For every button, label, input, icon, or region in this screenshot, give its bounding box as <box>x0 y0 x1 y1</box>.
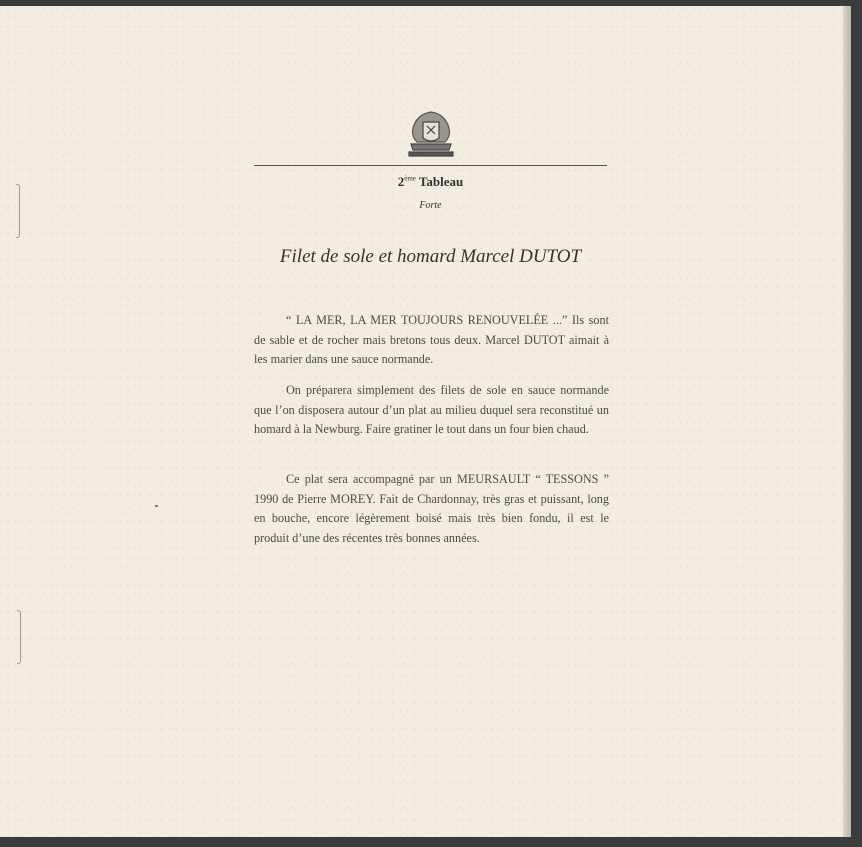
tableau-heading: 2ème Tableau <box>397 174 464 189</box>
tempo-label: Forte <box>419 200 442 211</box>
paragraph-preparation: On préparera simplement des filets de sole en sauce normande que l’on disposera autour d’un plat au milieu duquel sera reconstitué un homard à la Newburg. Faire gratiner le tout dans un four bien chaud. <box>254 383 609 437</box>
page-title: Filet de sole et homard Marcel DUTOT <box>279 246 582 267</box>
header-rule <box>254 165 607 166</box>
binding-staple-bottom <box>17 610 21 664</box>
paragraph-intro: “ LA MER, LA MER TOUJOURS RENOUVELÉE ...” Ils sont de sable et de rocher mais bretons tous deux. Marcel DUTOT aimait à les marier dans une sauce normande. <box>254 313 609 367</box>
page-edge <box>843 6 851 837</box>
coat-of-arms-icon <box>405 108 457 160</box>
paper-speck <box>155 505 158 507</box>
binding-staple-top <box>16 184 20 238</box>
paragraph-wine: Ce plat sera accompagné par un MEURSAULT “ TESSONS ” 1990 de Pierre MOREY. Fait de Chardonnay, très gras et puissant, long en bouche, encore légèrement boisé mais très bien fondu, il est le produit d’une des récentes très bonnes années. <box>254 472 609 545</box>
